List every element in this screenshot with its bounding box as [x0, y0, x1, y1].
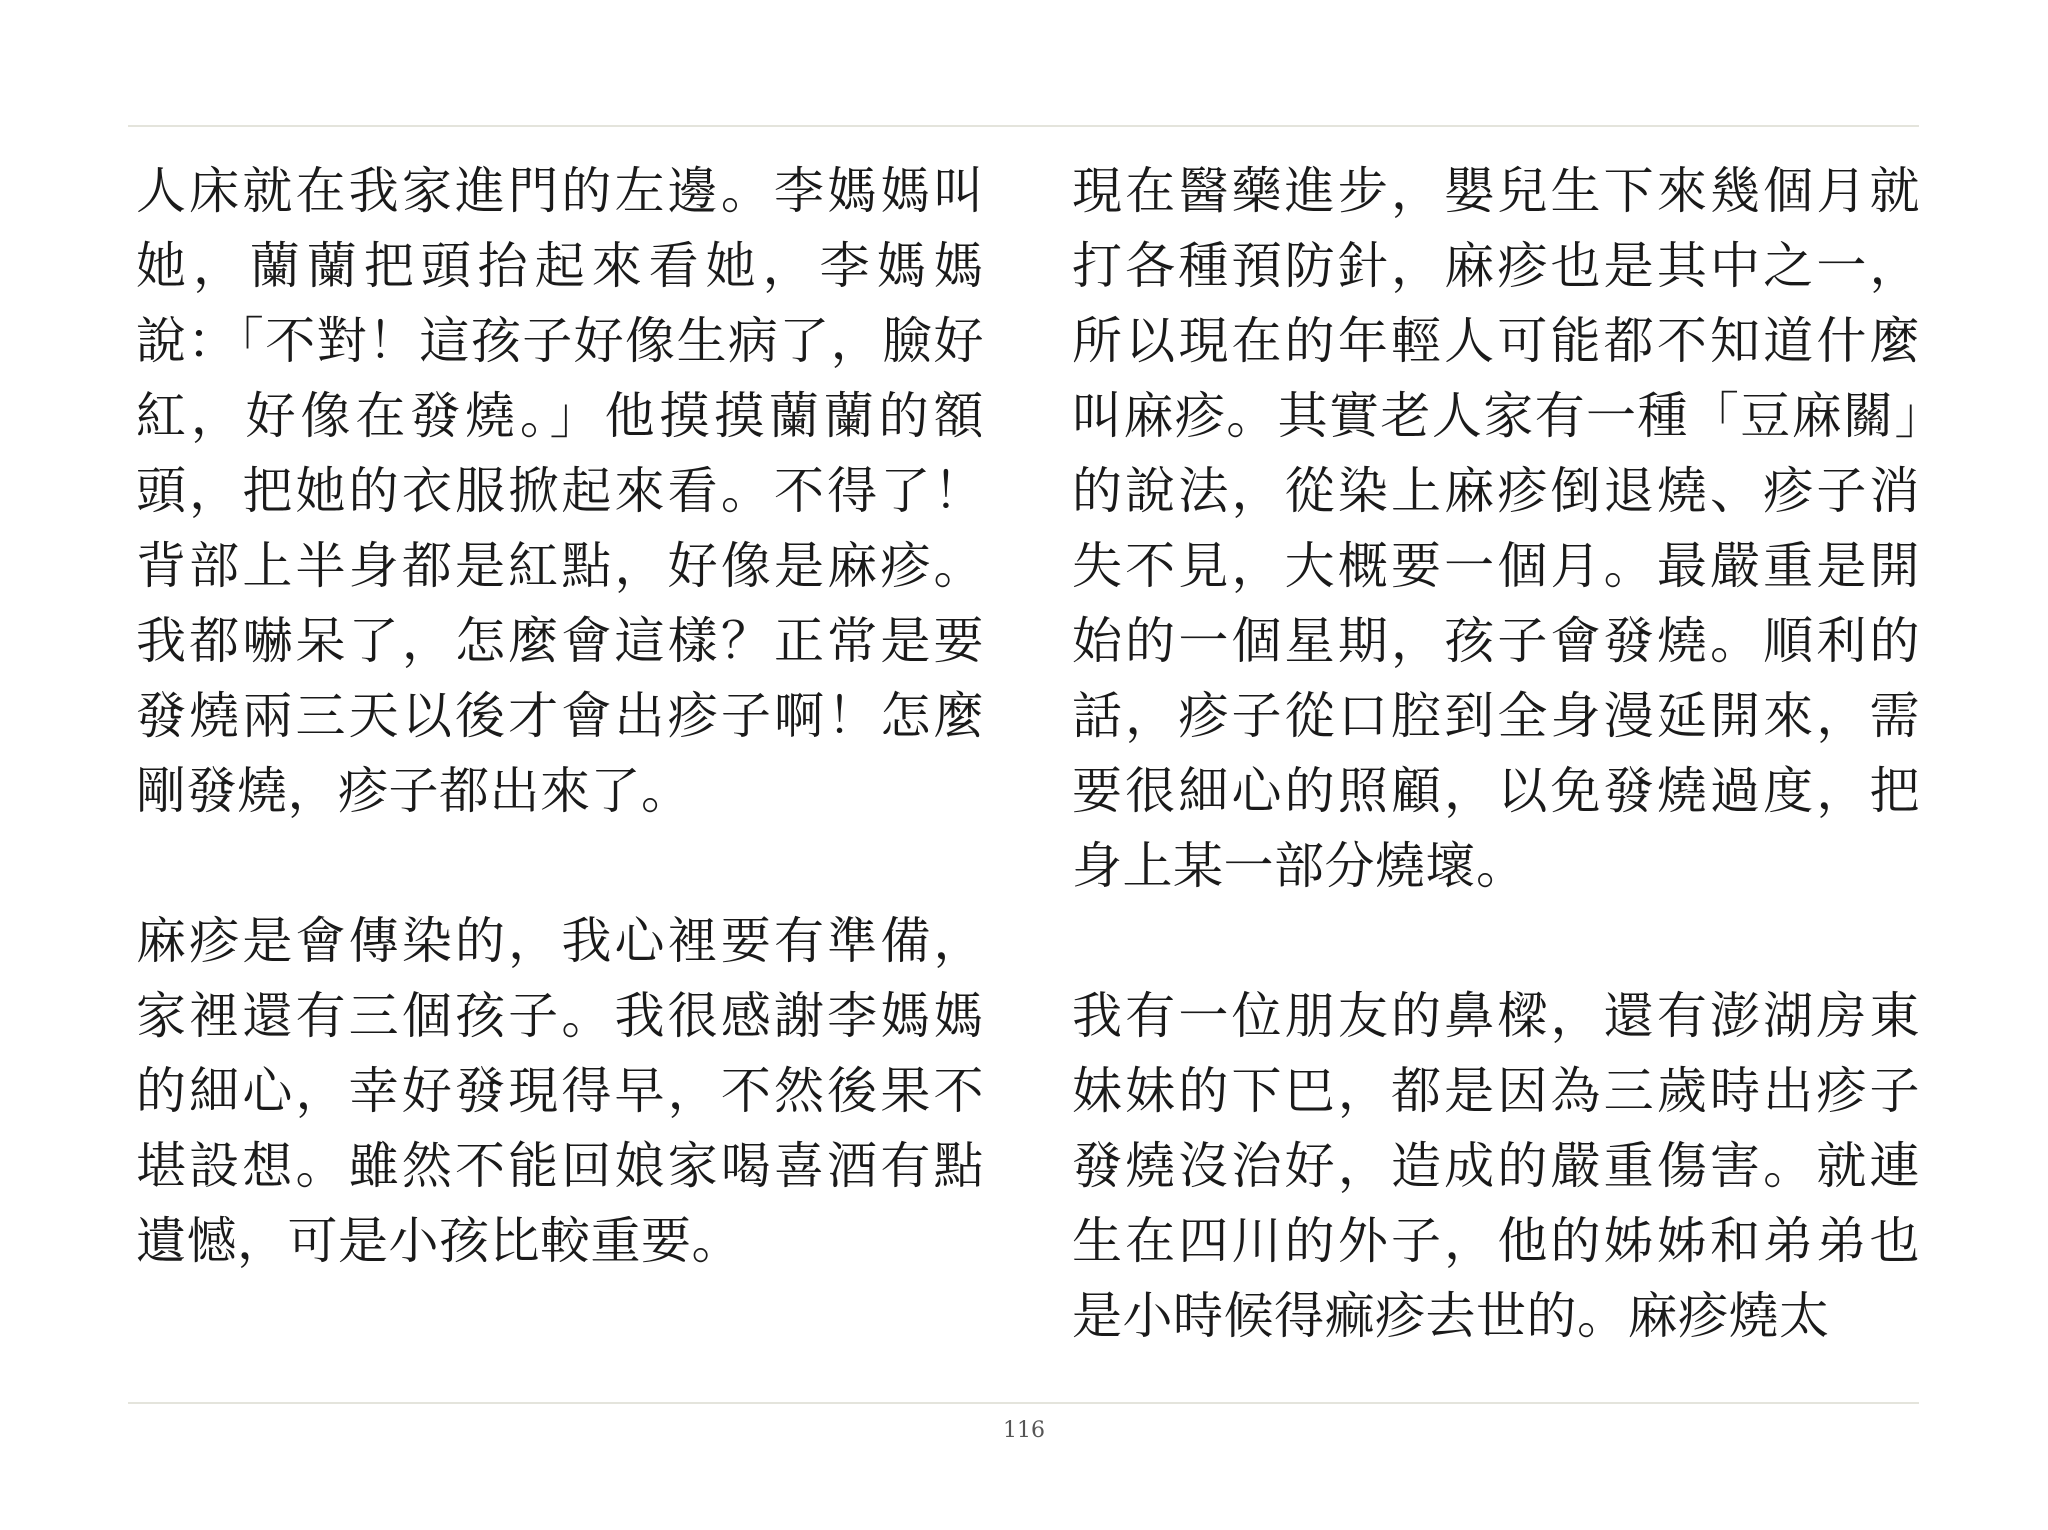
left-column	[136, 154, 984, 1279]
bottom-rule	[128, 1402, 1919, 1404]
page-number: 116	[1003, 1418, 1045, 1443]
top-rule	[128, 125, 1919, 127]
right-paragraph-2: 我有一位朋友的鼻樑，還有澎湖房東妹妹的下巴，都是因為三歲時出疹子發燒沒治好，造成的嚴重傷害。就連生在四川的外子，他的姊姊和弟弟也是小時候得痲疹去世的。麻疹燒太	[1072, 987, 1920, 1345]
left-paragraph-1: 人床就在我家進門的左邊。李媽媽叫她，蘭蘭把頭抬起來看她，李媽媽說：「不對！這孩子好像生病了，臉好紅，好像在發燒。」他摸摸蘭蘭的額頭，把她的衣服掀起來看。不得了！背部上半身都是紅點，好像是麻疹。我都嚇呆了，怎麼會這樣？正常是要發燒兩三天以後才會出疹子啊！怎麼剛發燒，疹子都出來了。	[136, 162, 984, 820]
right-paragraph-1: 現在醫藥進步，嬰兒生下來幾個月就打各種預防針，麻疹也是其中之一，所以現在的年輕人可能都不知道什麼叫麻疹。其實老人家有一種「豆麻關」的說法，從染上麻疹倒退燒、疹子消失不見，大概要一個月。最嚴重是開始的一個星期，孩子會發燒。順利的話，疹子從口腔到全身漫延開來，需要很細心的照顧，以免發燒過度，把身上某一部分燒壞。	[1072, 162, 1920, 895]
right-column	[1072, 154, 1920, 1354]
left-paragraph-2: 麻疹是會傳染的，我心裡要有準備，家裡還有三個孩子。我很感謝李媽媽的細心，幸好發現得早，不然後果不堪設想。雖然不能回娘家喝喜酒有點遺憾，可是小孩比較重要。	[136, 912, 984, 1270]
